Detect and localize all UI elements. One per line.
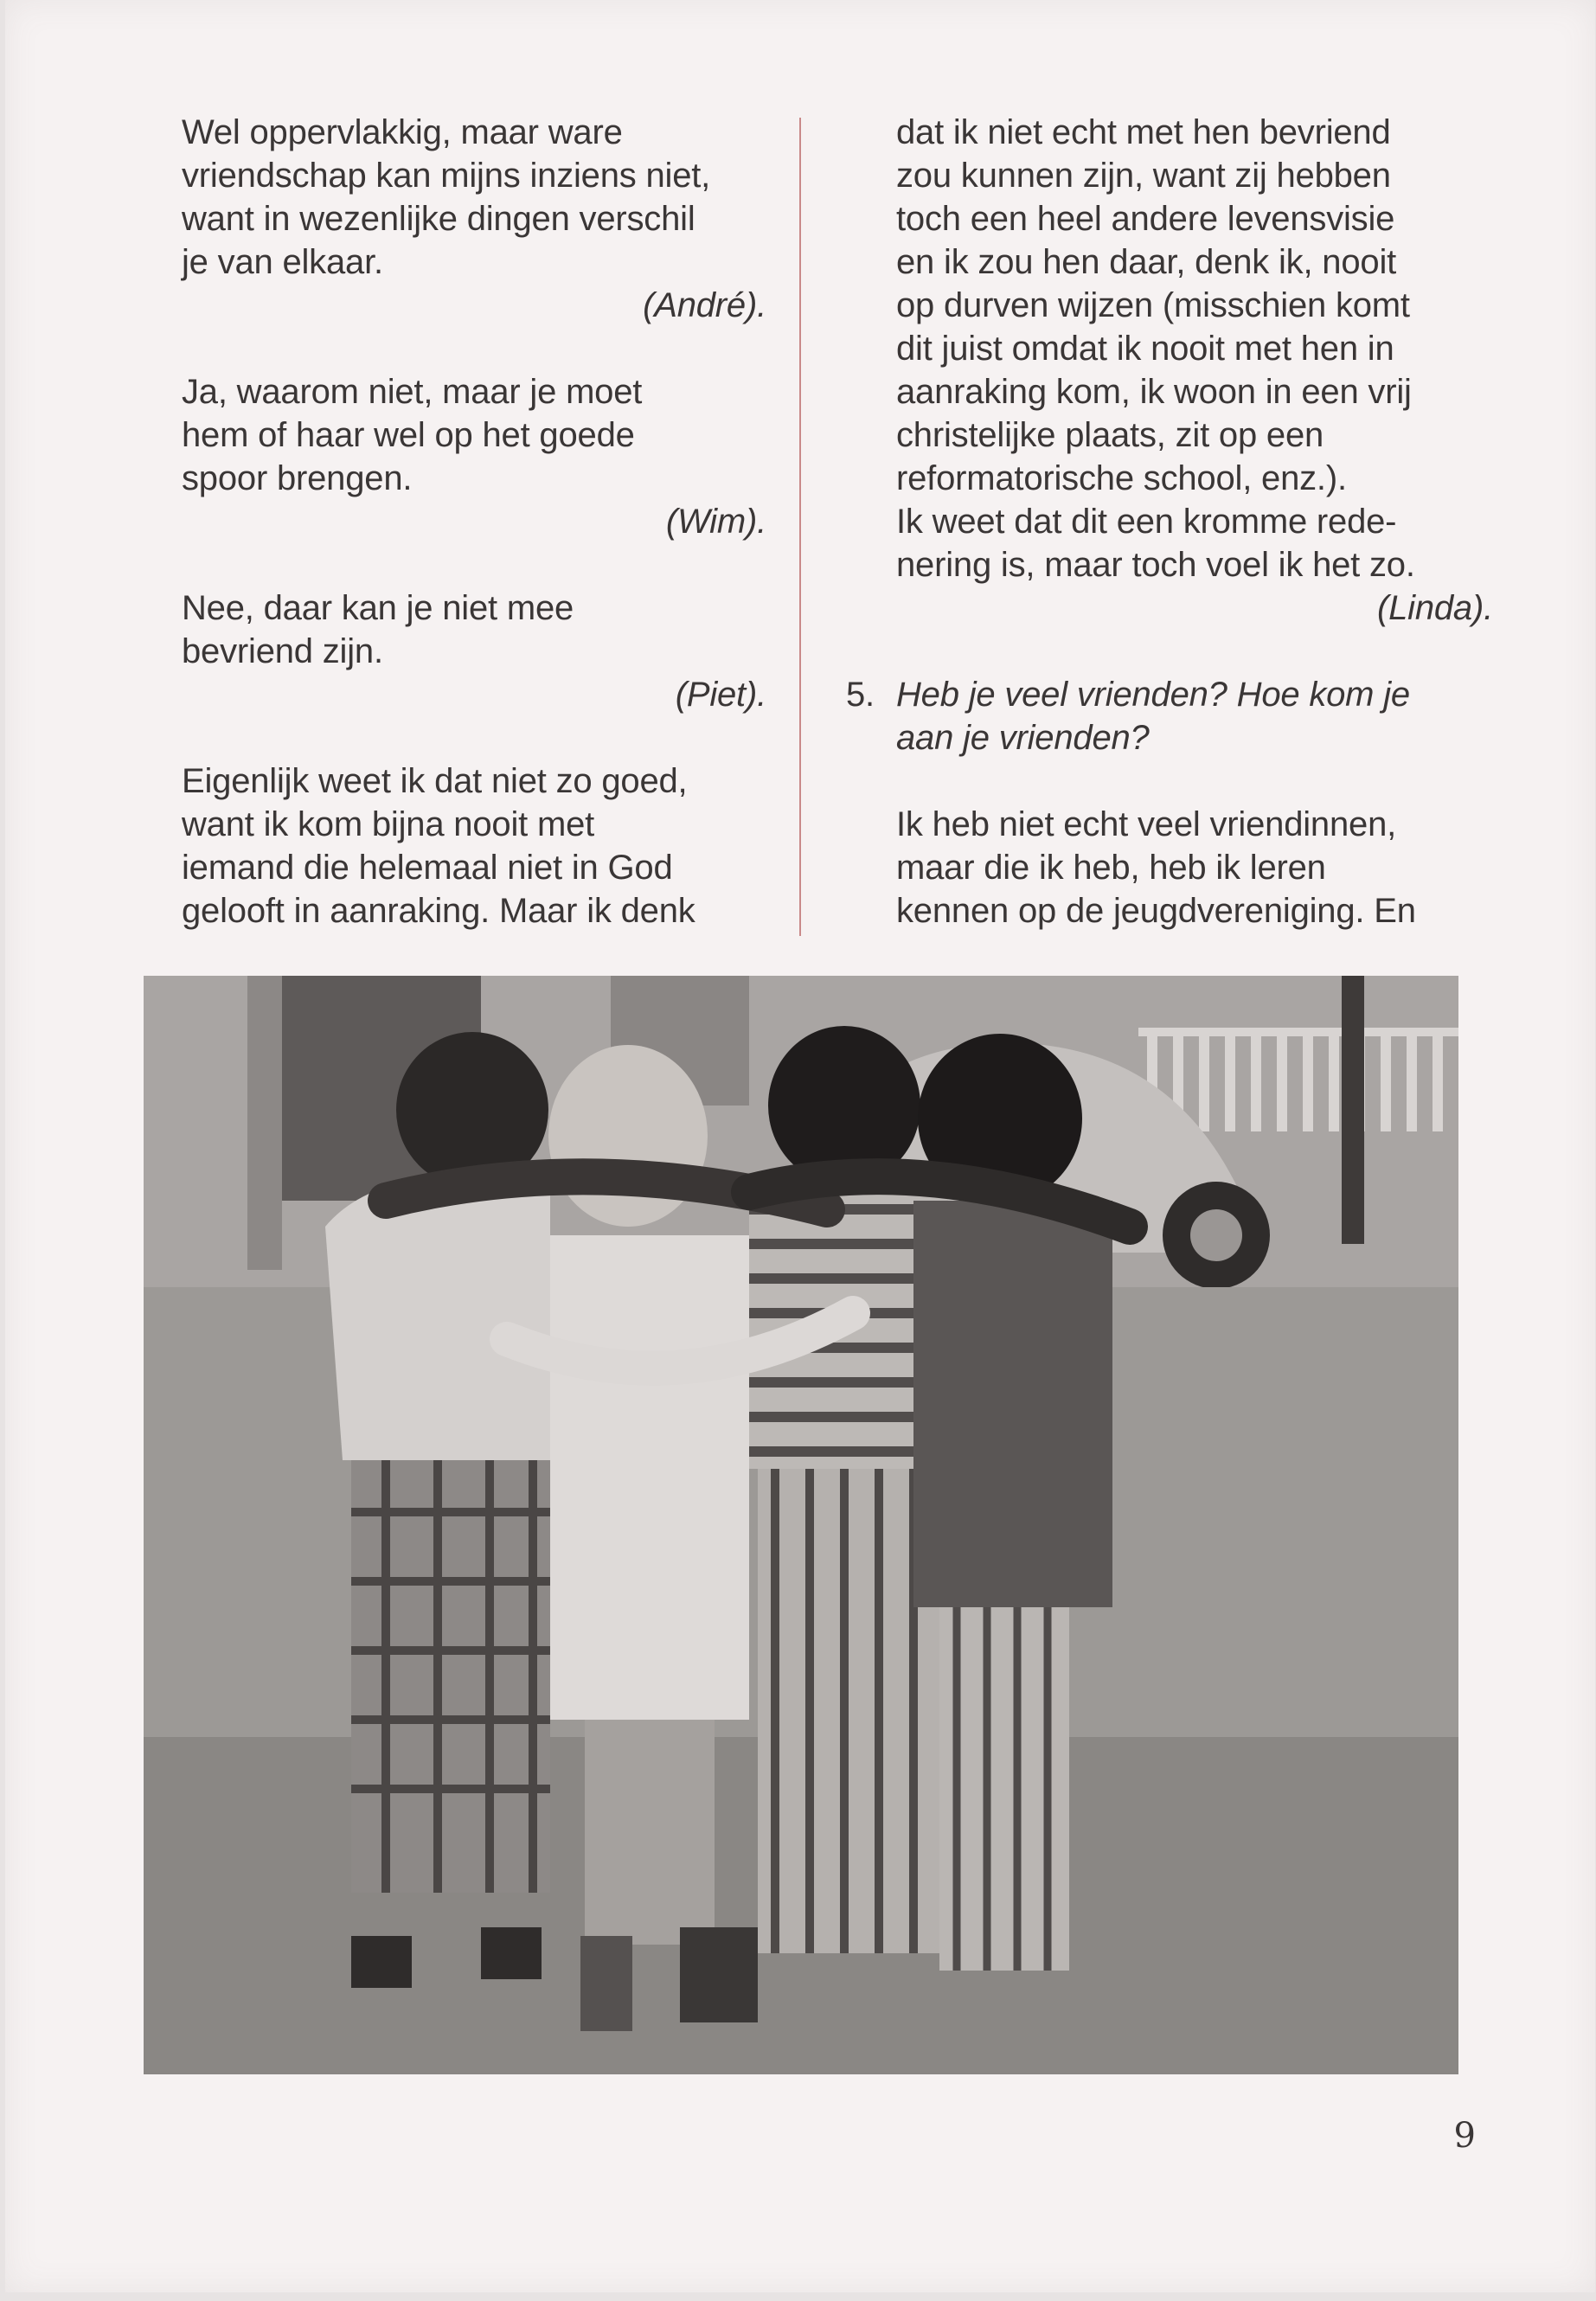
text-line: nering is, maar toch voel ik het zo.: [896, 546, 1415, 584]
text-line: toch een heel andere levensvisie: [896, 200, 1395, 238]
quote-linda-end: [896, 111, 1493, 630]
photo-children-walking: [140, 976, 1458, 2074]
page-number: 9: [1453, 2116, 1476, 2156]
text-line: Eigenlijk weet ik dat niet zo goed,: [182, 762, 688, 800]
quote-andre: [182, 111, 787, 327]
text-line: Wel oppervlakkig, maar ware: [182, 113, 623, 151]
text-line: Ja, waarom niet, maar je moet: [182, 373, 643, 411]
text-line: want ik kom bijna nooit met: [182, 805, 595, 843]
text-line: bevriend zijn.: [182, 632, 383, 670]
left-column: [182, 111, 787, 933]
question-line: aan je vrienden?: [896, 719, 1150, 757]
text-line: dat ik niet echt met hen bevriend: [896, 113, 1391, 151]
text-line: kennen op de jeugdvereniging. En: [896, 892, 1416, 930]
text-line: vriendschap kan mijns inziens niet,: [182, 157, 711, 195]
text-line: en ik zou hen daar, denk ik, nooit: [896, 243, 1397, 281]
signature-wim: (Wim).: [665, 503, 766, 541]
question-5: [846, 673, 1493, 760]
text-line: spoor brengen.: [182, 459, 413, 497]
quote-piet: [182, 586, 787, 716]
quote-wim: [182, 370, 787, 543]
question-number: 5.: [846, 676, 875, 714]
text-line: maar die ik heb, heb ik leren: [896, 849, 1326, 887]
right-column: [846, 111, 1493, 933]
text-line: dit juist omdat ik nooit met hen in: [896, 330, 1394, 368]
signature-andre: (André).: [643, 286, 766, 324]
signature-piet: (Piet).: [675, 676, 766, 714]
answer-5: [896, 803, 1493, 933]
question-line: Heb je veel vrienden? Hoe kom je: [896, 676, 1410, 714]
text-line: christelijke plaats, zit op een: [896, 416, 1324, 454]
text-line: iemand die helemaal niet in God: [182, 849, 673, 887]
book-page: [5, 0, 1595, 2292]
signature-linda: (Linda).: [1376, 589, 1493, 627]
quote-linda-start: [182, 760, 787, 933]
text-line: reformatorische school, enz.).: [896, 459, 1347, 497]
text-line: Ik weet dat dit een kromme rede-: [896, 503, 1397, 541]
photo-illustration: [144, 976, 1458, 2074]
text-line: Ik heb niet echt veel vriendinnen,: [896, 805, 1397, 843]
text-line: je van elkaar.: [182, 243, 383, 281]
text-line: op durven wijzen (misschien komt: [896, 286, 1410, 324]
text-line: aanraking kom, ik woon in een vrij: [896, 373, 1412, 411]
text-line: want in wezenlijke dingen verschil: [182, 200, 695, 238]
text-line: gelooft in aanraking. Maar ik denk: [182, 892, 695, 930]
text-line: zou kunnen zijn, want zij hebben: [896, 157, 1391, 195]
text-line: hem of haar wel op het goede: [182, 416, 635, 454]
column-divider: [799, 118, 801, 936]
text-line: Nee, daar kan je niet mee: [182, 589, 574, 627]
